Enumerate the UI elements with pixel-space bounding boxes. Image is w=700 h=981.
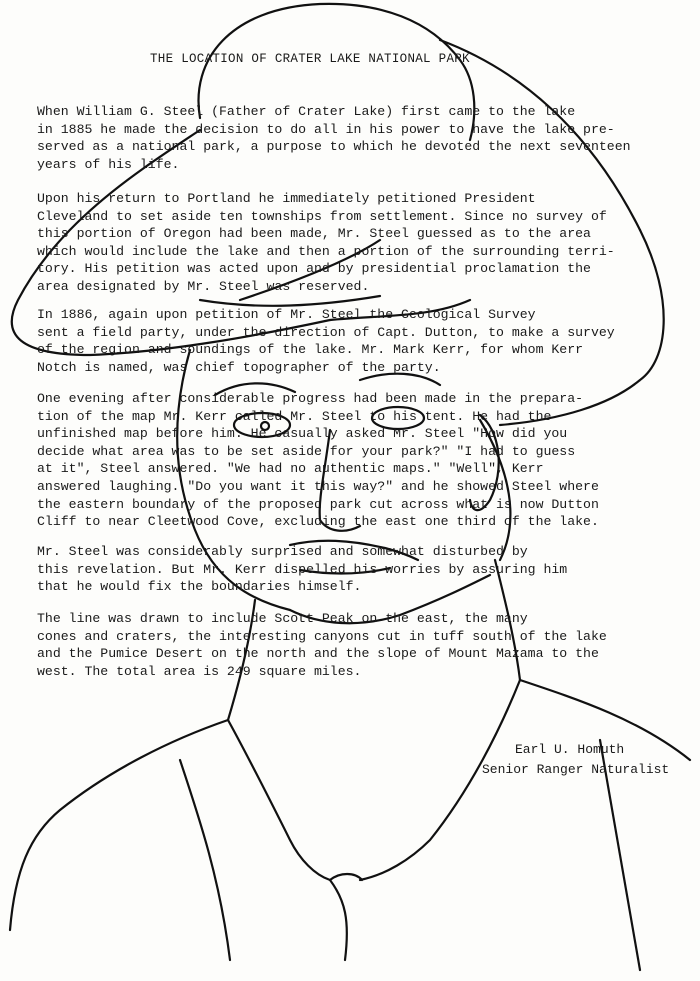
collar-point	[330, 880, 347, 960]
collar-right	[360, 680, 520, 880]
signature-name: Earl U. Homuth	[515, 742, 625, 757]
collar-left	[228, 720, 330, 880]
paragraph-5: Mr. Steel was considerably surprised and somewhat disturbed by this revelation. But Mr. Kerr dispelled his worries by assuring him that he would fix the boundaries himself.	[37, 544, 568, 595]
lapel-left	[180, 760, 230, 960]
shoulder-left	[10, 720, 228, 930]
paragraph-4: One evening after considerable progress had been made in the prepara- tion of the map Mr. Kerr called Mr. Steel to his tent. He had the unfinished map before him. He casually asked Mr. Steel "How did you decide what area was to be set aside for your park?" "I had to guess at it", Steel answered. "We had no authentic maps." "Well", Kerr answered laughing. "Do you want it this way?" and he showed Steel where the eastern boundary of the proposed park cut across what is now Dutton Cliff to near Cleetwood Cove, excluding the east one third of the lake.	[37, 391, 599, 530]
paragraph-2: Upon his return to Portland he immediately petitioned President Cleveland to set aside ten townships from settlement. Since no survey of this portion of Oregon had been made, Mr. Steel guessed as to the area which would include the lake and then a portion of the surrounding terri- tory. His petition was acted upon and by presidential proclamation the area designated by Mr. Steel was reserved.	[37, 191, 615, 294]
signature-role: Senior Ranger Naturalist	[482, 762, 670, 777]
tie-knot	[330, 874, 362, 880]
paragraph-3: In 1886, again upon petition of Mr. Steel the Geological Survey sent a field party, under the direction of Capt. Dutton, to make a survey of the region and soundings of the lake. Mr. Mark Kerr, for whom Kerr Notch is named, was chief topographer of the party.	[37, 307, 615, 375]
document-title: THE LOCATION OF CRATER LAKE NATIONAL PARK	[150, 52, 470, 66]
paragraph-6: The line was drawn to include Scott Peak on the east, the many cones and craters, the interesting canyons cut in tuff south of the lake and the Pumice Desert on the north and the slope of Mount Mazama to the west. The total area is 249 square miles.	[37, 611, 607, 679]
paragraph-1: When William G. Steel (Father of Crater Lake) first came to the lake in 1885 he made the decision to do all in his power to have the lake pre- served as a national park, a purpose to which he devoted the next seventeen years of his life.	[37, 104, 631, 172]
hat-band-lower	[200, 296, 380, 306]
